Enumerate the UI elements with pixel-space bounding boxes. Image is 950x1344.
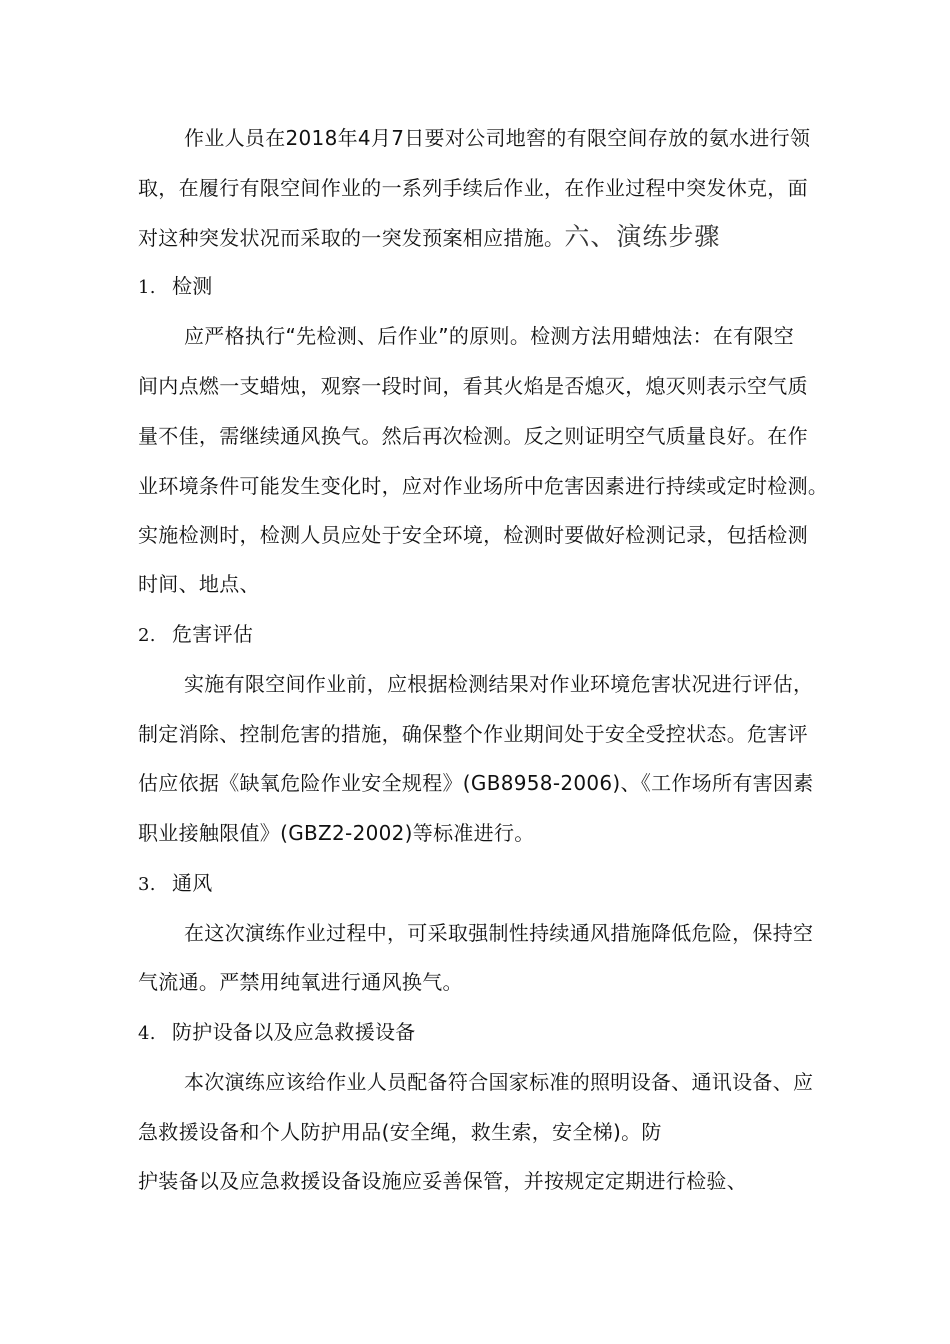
section-2-line-4: 职业接触限值》(GBZ2-2002)等标准进行。 <box>138 821 535 845</box>
section-3-heading <box>138 868 213 900</box>
section-heading: 六、演练步骤 <box>564 222 721 251</box>
section-3-line-1: 在这次演练作业过程中，可采取强制性持续通风措施降低危险，保持空 <box>184 921 814 945</box>
section-4-line-3: 护装备以及应急救援设备设施应妥善保管，并按规定定期进行检验、 <box>138 1169 747 1193</box>
section-1-number: 1. <box>138 277 156 298</box>
section-4-number: 4. <box>138 1023 156 1044</box>
section-1-line-1: 应严格执行“先检测、后作业”的原则。检测方法用蜡烛法：在有限空 <box>184 324 795 348</box>
section-2-number: 2. <box>138 625 156 646</box>
section-2-line-2: 制定消除、控制危害的措施，确保整个作业期间处于安全受控状态。危害评 <box>138 722 808 746</box>
section-4-title: 防护设备以及应急救援设备 <box>172 1020 416 1044</box>
section-1-line-2: 间内点燃一支蜡烛，观察一段时间，看其火焰是否熄灭，熄灭则表示空气质 <box>138 374 808 398</box>
section-1-title: 检测 <box>172 274 213 298</box>
intro-line-3 <box>138 222 720 253</box>
intro-line-2: 取，在履行有限空间作业的一系列手续后作业，在作业过程中突发休克，面 <box>138 176 808 200</box>
section-2-title: 危害评估 <box>172 622 254 646</box>
section-1-line-4: 业环境条件可能发生变化时，应对作业场所中危害因素进行持续或定时检测。 <box>138 474 829 498</box>
section-4-line-1: 本次演练应该给作业人员配备符合国家标准的照明设备、通讯设备、应 <box>184 1070 814 1094</box>
section-1-heading <box>138 271 213 303</box>
section-2-line-1: 实施有限空间作业前，应根据检测结果对作业环境危害状况进行评估， <box>184 672 814 696</box>
section-2-heading <box>138 619 253 651</box>
section-1-line-6: 时间、地点、 <box>138 572 260 596</box>
section-1-line-5: 实施检测时，检测人员应处于安全环境，检测时要做好检测记录，包括检测 <box>138 523 808 547</box>
intro-line-3-text: 对这种突发状况而采取的一突发预案相应措施。 <box>138 226 565 250</box>
section-1-line-3: 量不佳，需继续通风换气。然后再次检测。反之则证明空气质量良好。在作 <box>138 424 808 448</box>
section-3-number: 3. <box>138 874 156 895</box>
section-3-title: 通风 <box>172 871 213 895</box>
section-4-line-2: 急救援设备和个人防护用品(安全绳，救生索，安全梯)。防 <box>138 1120 662 1144</box>
section-2-line-3: 估应依据《缺氧危险作业安全规程》(GB8958-2006)、《工作场所有害因素 <box>138 771 814 795</box>
intro-line-1: 作业人员在2018年4月7日要对公司地窖的有限空间存放的氨水进行领 <box>184 126 811 150</box>
section-3-line-2: 气流通。严禁用纯氧进行通风换气。 <box>138 970 463 994</box>
section-4-heading <box>138 1017 416 1049</box>
